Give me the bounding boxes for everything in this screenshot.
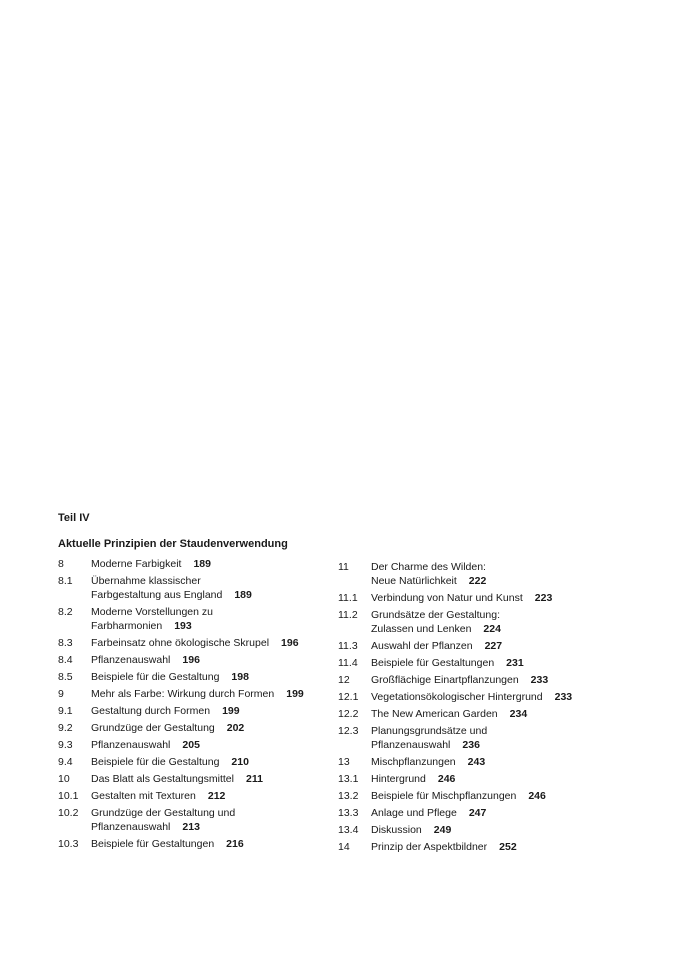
toc-entry-text: [371, 840, 628, 854]
toc-entry-title: Pflanzenauswahl: [91, 739, 171, 751]
toc-entry-text: [91, 687, 358, 701]
toc-entry-number: 10: [58, 773, 70, 785]
toc-entry-title-line: [371, 656, 628, 670]
toc-entry[interactable]: [338, 707, 628, 721]
toc-entry-number: 9.4: [58, 756, 73, 768]
toc-entry-title-line: [91, 772, 358, 786]
toc-entry-number: 12: [338, 674, 350, 686]
toc-entry-title-line: [371, 755, 628, 769]
part-label: Teil IV: [58, 512, 90, 524]
toc-entry[interactable]: [338, 772, 628, 786]
toc-entry-title: Pflanzenauswahl: [91, 821, 171, 833]
toc-entry-page: 233: [530, 674, 549, 686]
toc-entry-text: [91, 837, 358, 851]
toc-entry-page: 202: [226, 722, 245, 734]
toc-entry[interactable]: [58, 670, 358, 684]
toc-entry-title: Grundzüge der Gestaltung: [91, 722, 215, 734]
toc-entry-number: 8.4: [58, 654, 73, 666]
toc-entry-number: 8.2: [58, 606, 73, 618]
toc-left-column: [58, 557, 358, 854]
toc-entry[interactable]: [58, 789, 358, 803]
toc-entry[interactable]: [338, 639, 628, 653]
toc-entry-page: 189: [193, 558, 211, 570]
toc-entry-text: [371, 560, 628, 588]
toc-entry-text: [371, 707, 628, 721]
toc-entry-text: [91, 574, 358, 602]
toc-entry-page: 213: [182, 821, 200, 833]
part-title: Aktuelle Prinzipien der Staudenverwendung: [58, 538, 288, 550]
toc-entry-title-line: [91, 557, 358, 571]
toc-entry-title-line: [371, 840, 628, 854]
toc-entry-title: Beispiele für die Gestaltung: [91, 756, 220, 768]
toc-entry[interactable]: [58, 704, 358, 718]
toc-entry-page: 211: [245, 773, 263, 785]
toc-entry-page: 246: [528, 790, 546, 802]
toc-entry-number: 8: [58, 558, 64, 570]
toc-entry-title: The New American Garden: [371, 708, 498, 720]
toc-entry-page: 227: [484, 640, 503, 652]
toc-entry-title-line: [371, 823, 628, 837]
toc-entry-title: Beispiele für Gestaltungen: [91, 838, 215, 850]
toc-entry-page: 212: [207, 790, 226, 802]
toc-entry-number: 11: [338, 561, 349, 573]
toc-entry-title-line: [91, 670, 358, 684]
toc-entry[interactable]: [338, 591, 628, 605]
toc-entry-title-line: [371, 806, 628, 820]
toc-entry-title: Beispiele für die Gestaltung: [91, 671, 220, 683]
toc-entry-text: [371, 724, 628, 752]
toc-entry-title-line: [371, 738, 628, 752]
toc-entry[interactable]: [58, 837, 358, 851]
toc-entry-number: 10.2: [58, 807, 79, 819]
toc-entry-title: Verbindung von Natur und Kunst: [371, 592, 523, 604]
toc-entry-title-line: [91, 789, 358, 803]
toc-entry[interactable]: [58, 806, 358, 834]
toc-entry-number: 8.5: [58, 671, 73, 683]
toc-entry-number: 13.4: [338, 824, 359, 836]
toc-entry-text: [371, 690, 628, 704]
toc-entry-title-line: [91, 588, 358, 602]
toc-entry-title: Neue Natürlichkeit: [371, 575, 457, 587]
toc-entry-text: [371, 591, 628, 605]
toc-entry-title: Farbgestaltung aus England: [91, 589, 223, 601]
toc-entry-text: [371, 823, 628, 837]
toc-entry[interactable]: [58, 687, 358, 701]
toc-entry-title-line: [91, 721, 358, 735]
toc-entry-number: 8.3: [58, 637, 73, 649]
toc-entry-number: 11.3: [338, 640, 358, 652]
toc-entry-number: 10.1: [58, 790, 79, 802]
toc-entry-page: 199: [286, 688, 304, 700]
toc-entry-number: 12.2: [338, 708, 359, 720]
toc-entry-title: Pflanzenauswahl: [371, 739, 451, 751]
toc-entry-text: [91, 605, 358, 633]
toc-entry-number: 13.1: [338, 773, 359, 785]
toc-entry-title-line: [91, 619, 358, 633]
toc-entry-number: 12.3: [338, 725, 359, 737]
toc-entry[interactable]: [338, 673, 628, 687]
toc-entry-text: [91, 653, 358, 667]
toc-entry-title-line: [371, 707, 628, 721]
toc-entry[interactable]: [58, 721, 358, 735]
toc-entry-text: [371, 806, 628, 820]
toc-entry-title-line: [371, 574, 628, 588]
toc-entry[interactable]: [58, 738, 358, 752]
toc-entry-number: 13.3: [338, 807, 359, 819]
toc-entry-page: 198: [231, 671, 249, 683]
toc-entry-text: [371, 789, 628, 803]
toc-entry-page: 196: [182, 654, 200, 666]
toc-entry-page: 224: [483, 623, 501, 635]
toc-entry-title-line: Planungsgrundsätze und: [371, 725, 488, 737]
toc-entry-text: [91, 721, 358, 735]
toc-entry-number: 10.3: [58, 838, 79, 850]
toc-entry-text: [91, 636, 358, 650]
toc-entry-page: 231: [506, 657, 524, 669]
toc-entry-title-line: [91, 687, 358, 701]
toc-entry-title-line: Übernahme klassischer: [91, 575, 201, 587]
toc-entry-title-line: [91, 837, 358, 851]
toc-entry-page: 233: [554, 691, 573, 703]
toc-entry-page: 199: [222, 705, 240, 717]
toc-entry-title-line: [91, 636, 358, 650]
toc-entry-title: Auswahl der Pflanzen: [371, 640, 473, 652]
toc-entry[interactable]: [58, 574, 358, 602]
toc-entry-title: Gestalten mit Texturen: [91, 790, 196, 802]
toc-entry-title: Moderne Farbigkeit: [91, 558, 182, 570]
toc-entry-page: 205: [182, 739, 200, 751]
toc-entry-title-line: [371, 639, 628, 653]
toc-entry[interactable]: [58, 605, 358, 633]
toc-entry-text: [371, 673, 628, 687]
toc-entry[interactable]: [338, 823, 628, 837]
toc-entry-page: 196: [281, 637, 299, 649]
toc-entry[interactable]: [338, 789, 628, 803]
toc-entry-title: Anlage und Pflege: [371, 807, 457, 819]
toc-entry-text: [91, 772, 358, 786]
toc-entry-number: 8.1: [58, 575, 73, 587]
toc-entry-title-line: [371, 622, 628, 636]
toc-entry-text: [91, 738, 358, 752]
toc-entry-number: 11.2: [338, 609, 358, 621]
toc-entry-title: Diskussion: [371, 824, 422, 836]
toc-entry-title-line: [91, 738, 358, 752]
toc-entry-page: 246: [437, 773, 456, 785]
toc-entry[interactable]: [58, 557, 358, 571]
toc-entry-text: [371, 772, 628, 786]
toc-entry[interactable]: [58, 772, 358, 786]
toc-entry-title-line: Grundsätze der Gestaltung:: [371, 609, 500, 621]
toc-entry-title: Großflächige Einartpflanzungen: [371, 674, 519, 686]
toc-entry-title: Gestaltung durch Formen: [91, 705, 211, 717]
toc-entry-title-line: [371, 690, 628, 704]
toc-entry-title: Das Blatt als Gestaltungsmittel: [91, 773, 234, 785]
toc-entry-text: [91, 704, 358, 718]
toc-entry-text: [371, 608, 628, 636]
toc-entry-title-line: [91, 820, 358, 834]
toc-entry-title: Vegetationsökologischer Hintergrund: [371, 691, 543, 703]
toc-entry-title: Pflanzenauswahl: [91, 654, 171, 666]
toc-entry-title: Farbharmonien: [91, 620, 163, 632]
toc-entry-title-line: Grundzüge der Gestaltung und: [91, 807, 236, 819]
toc-entry-number: 11.1: [338, 592, 358, 604]
toc-entry-number: 9.3: [58, 739, 73, 751]
toc-entry-title: Hintergrund: [371, 773, 426, 785]
toc-entry[interactable]: [338, 608, 628, 636]
toc-entry-title-line: [371, 772, 628, 786]
toc-entry[interactable]: [338, 806, 628, 820]
toc-entry[interactable]: [338, 656, 628, 670]
toc-entry-text: [91, 789, 358, 803]
toc-entry-title-line: [91, 704, 358, 718]
toc-entry[interactable]: [338, 690, 628, 704]
toc-entry-title: Mehr als Farbe: Wirkung durch Formen: [91, 688, 275, 700]
toc-entry-page: 223: [534, 592, 553, 604]
toc-entry-text: [371, 639, 628, 653]
toc-entry[interactable]: [338, 724, 628, 752]
toc-entry-page: 252: [499, 841, 517, 853]
toc-entry[interactable]: [338, 840, 628, 854]
toc-entry-number: 9.2: [58, 722, 73, 734]
toc-entry-text: [91, 806, 358, 834]
toc-entry-title-line: [371, 789, 628, 803]
toc-entry-title: Prinzip der Aspektbildner: [371, 841, 488, 853]
toc-entry[interactable]: [58, 636, 358, 650]
toc-entry-page: 193: [174, 620, 192, 632]
toc-entry-title-line: Moderne Vorstellungen zu: [91, 606, 213, 618]
toc-entry-title-line: [371, 673, 628, 687]
toc-entry-text: [371, 755, 628, 769]
toc-entry-page: 247: [468, 807, 487, 819]
toc-entry[interactable]: [58, 755, 358, 769]
toc-entry-text: [371, 656, 628, 670]
toc-entry-title: Farbeinsatz ohne ökologische Skrupel: [91, 637, 270, 649]
toc-entry-title: Beispiele für Gestaltungen: [371, 657, 495, 669]
toc-entry[interactable]: [338, 560, 628, 588]
toc-entry-title-line: [91, 755, 358, 769]
toc-entry[interactable]: [58, 653, 358, 667]
toc-entry-number: 12.1: [338, 691, 359, 703]
toc-entry-number: 9: [58, 688, 64, 700]
toc-entry-title: Zulassen und Lenken: [371, 623, 472, 635]
toc-entry-page: 222: [468, 575, 487, 587]
toc-entry-title-line: [371, 591, 628, 605]
toc-entry-number: 13.2: [338, 790, 359, 802]
toc-entry-page: 216: [226, 838, 244, 850]
toc-entry-number: 13: [338, 756, 350, 768]
toc-entry-number: 9.1: [58, 705, 73, 717]
toc-entry-page: 189: [234, 589, 252, 601]
toc-entry-title: Mischpflanzungen: [371, 756, 456, 768]
toc-entry-page: 234: [509, 708, 528, 720]
toc-entry-title-line: Der Charme des Wilden:: [371, 561, 486, 573]
toc-entry-text: [91, 755, 358, 769]
toc-entry-title: Beispiele für Mischpflanzungen: [371, 790, 517, 802]
toc-entry-page: 210: [231, 756, 249, 768]
toc-entry-page: 249: [433, 824, 452, 836]
toc-entry-text: [91, 670, 358, 684]
toc-entry-text: [91, 557, 358, 571]
toc-entry-page: 243: [467, 756, 486, 768]
toc-right-column: [338, 560, 628, 857]
toc-entry-title-line: [91, 653, 358, 667]
toc-entry[interactable]: [338, 755, 628, 769]
toc-entry-number: 14: [338, 841, 350, 853]
toc-entry-number: 11.4: [338, 657, 358, 669]
toc-entry-page: 236: [462, 739, 480, 751]
